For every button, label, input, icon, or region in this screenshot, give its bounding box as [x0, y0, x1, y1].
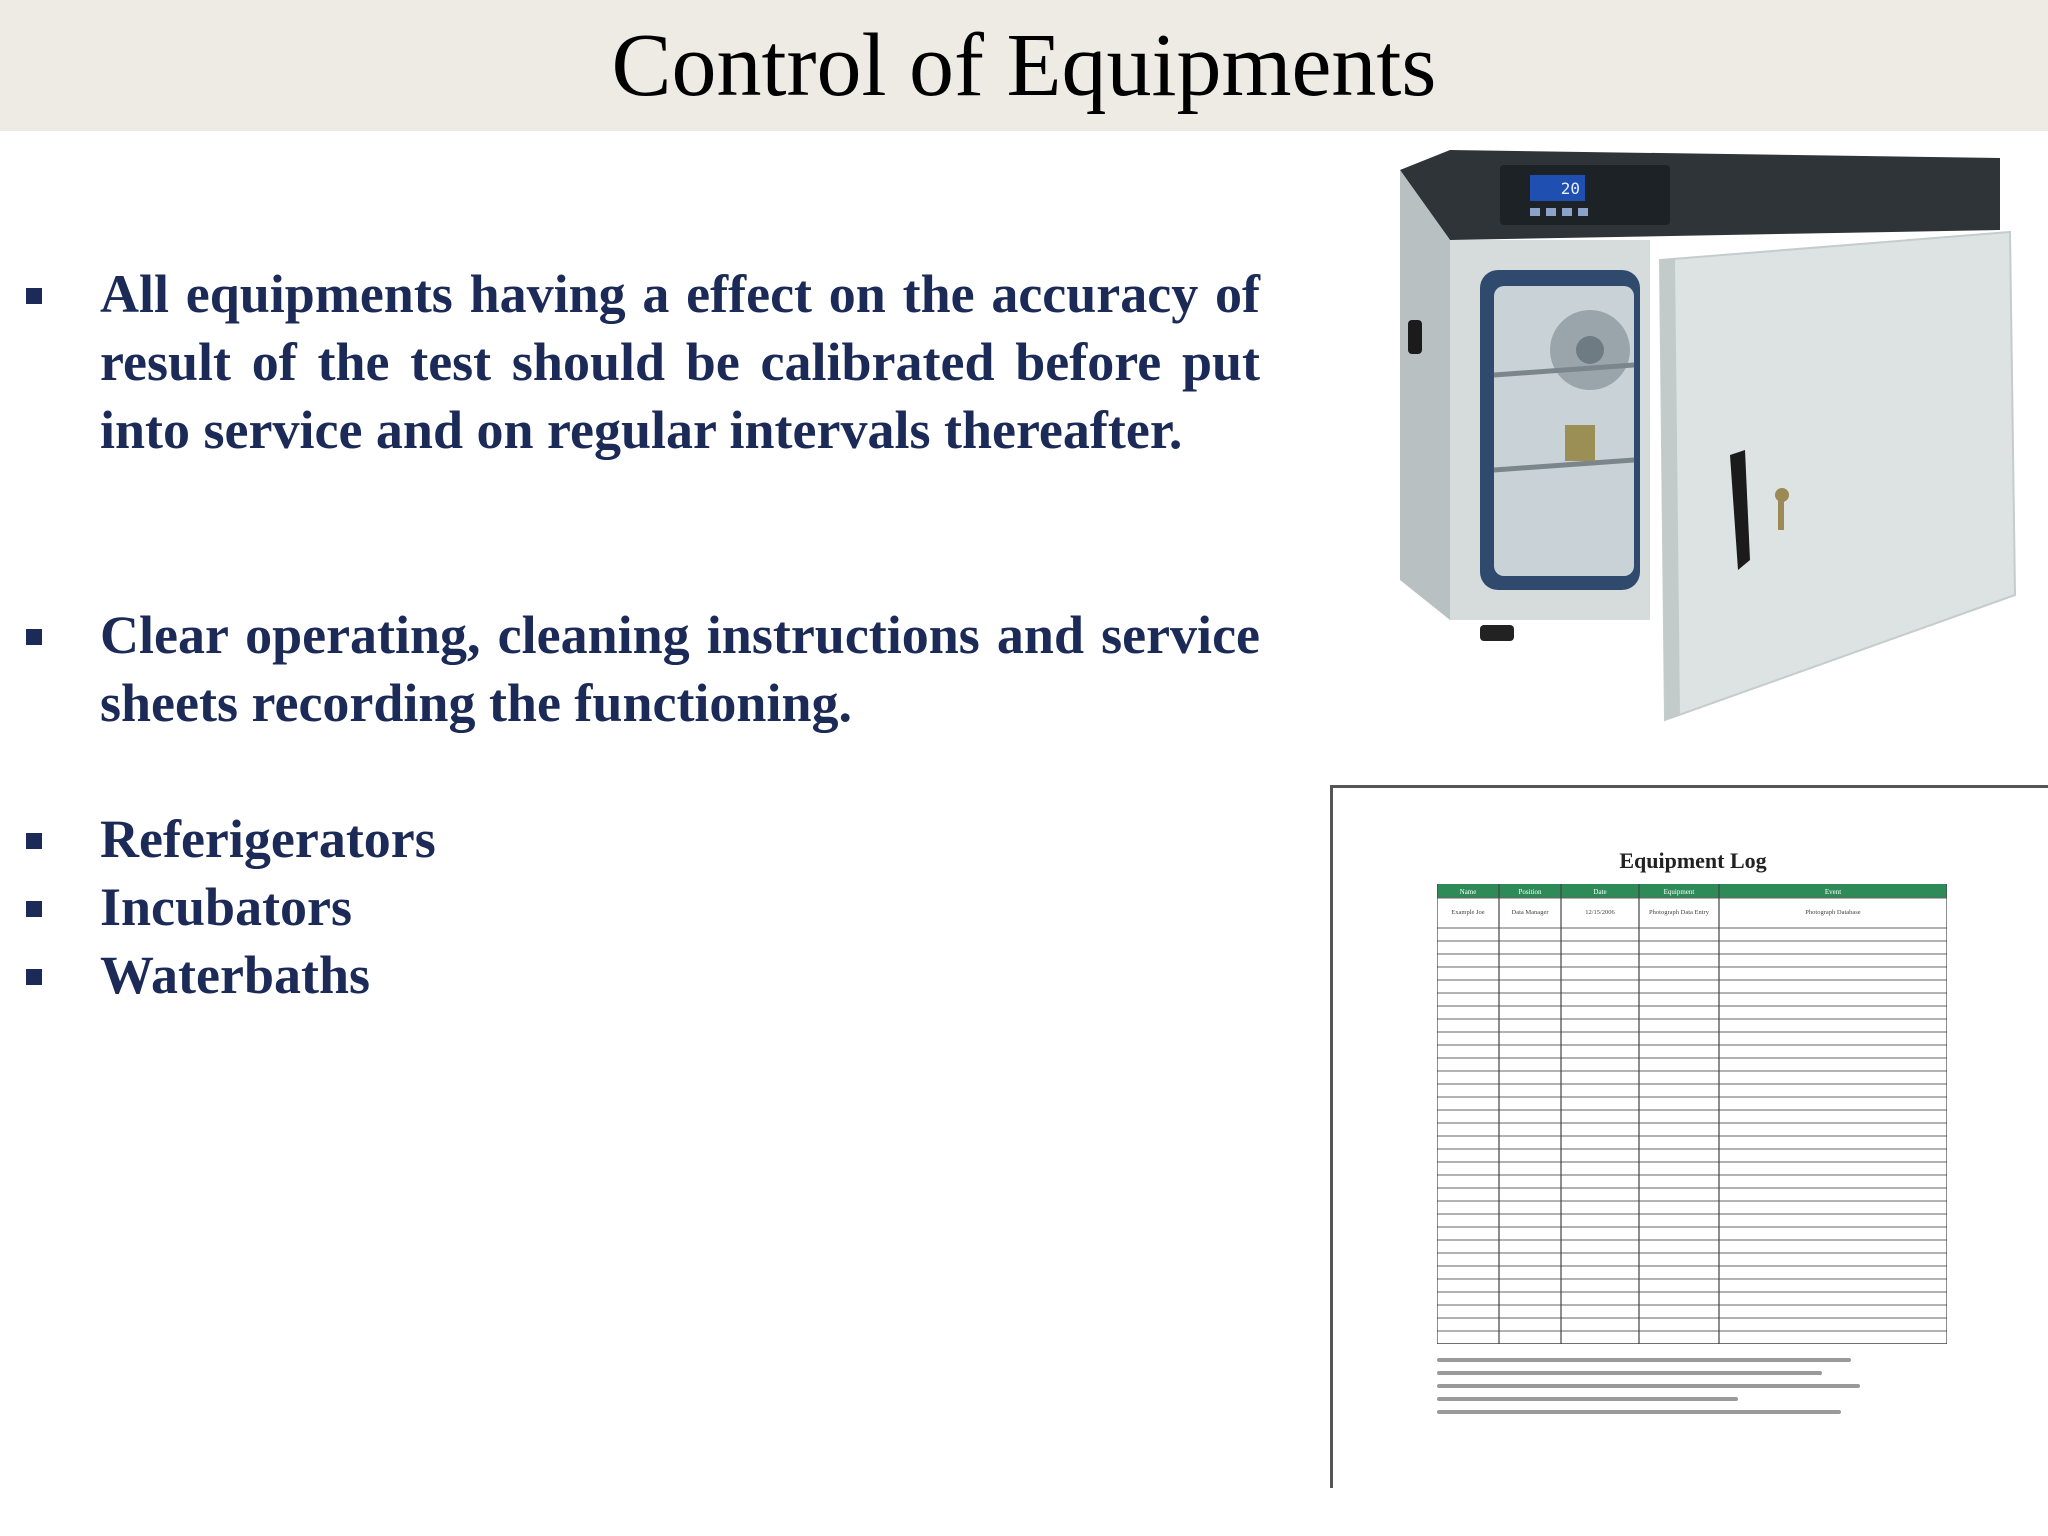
- bullet-text: Incubators: [100, 877, 353, 937]
- log-example-cell: Example Joe: [1451, 909, 1485, 916]
- square-bullet-icon: [26, 833, 42, 849]
- side-knob-icon: [1408, 320, 1422, 354]
- equipment-log-notes: [1437, 1358, 1907, 1423]
- log-header-cell: Equipment: [1663, 888, 1695, 896]
- equipment-log-title: Equipment Log: [1619, 848, 1767, 873]
- square-bullet-icon: [26, 288, 42, 304]
- log-example-cell: Photograph Data Entry: [1649, 909, 1709, 916]
- bullet-text: All equipments having a effect on the accuracy of result of the test should be calibrated before put into service and on regular intervals thereafter.: [100, 264, 1260, 460]
- log-example-cell: Photograph Database: [1805, 909, 1861, 916]
- square-bullet-icon: [26, 901, 42, 917]
- square-bullet-icon: [26, 629, 42, 645]
- log-example-cell: Data Manager: [1511, 909, 1549, 916]
- bullet-text: Waterbaths: [100, 945, 370, 1005]
- equipment-log-table: [1437, 884, 1947, 1344]
- log-example-cell: 12/15/2006: [1585, 909, 1615, 916]
- log-header-cell: Event: [1824, 888, 1842, 896]
- bullet-text: Clear operating, cleaning instructions and service sheets recording the functioning.: [100, 605, 1260, 733]
- incubator-image: [1390, 140, 2030, 740]
- square-bullet-icon: [26, 969, 42, 985]
- log-header-cell: Position: [1518, 888, 1542, 896]
- display-reading: 20: [1560, 179, 1580, 198]
- log-header-cell: Date: [1593, 888, 1607, 896]
- equipment-log-image: [1330, 785, 2048, 1488]
- bullet-text: Referigerators: [100, 809, 436, 869]
- slide-title: Control of Equipments: [611, 16, 1437, 115]
- log-header-cell: Name: [1459, 888, 1477, 896]
